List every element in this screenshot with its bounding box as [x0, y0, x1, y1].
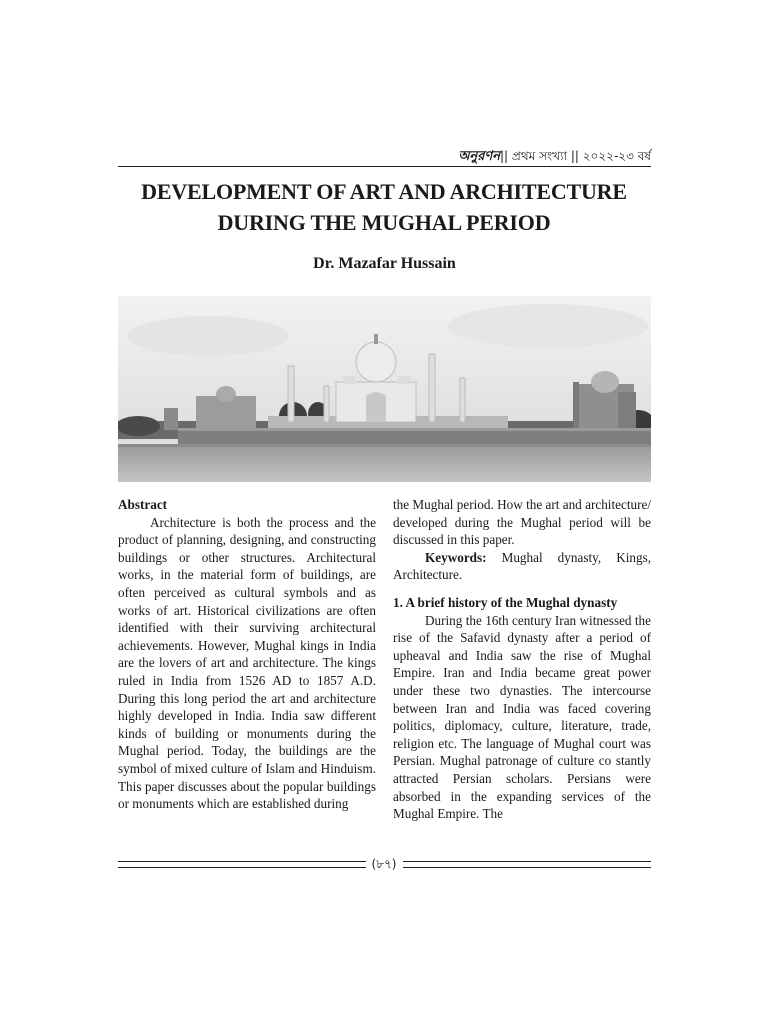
- article-title: [100, 176, 668, 238]
- abstract-continuation: the Mughal period. How the art and architecture/ developed during the Mughal period will be discussed in this paper.: [393, 497, 651, 548]
- article-title-line-2: DURING THE MUGHAL PERIOD: [217, 210, 551, 235]
- author-name: Dr. Mazafar Hussain: [313, 255, 456, 272]
- keywords-list: Mughal dynasty, Kings, Architecture.: [393, 549, 652, 583]
- journal-issue-details: || প্রথম সংখ্যা || ২০২২-২৩ বর্ষ: [499, 149, 651, 163]
- page-number: (৮৭): [371, 857, 397, 871]
- keywords-line: [393, 549, 651, 584]
- keywords-label: Keywords:: [425, 549, 487, 565]
- journal-name: অনুরণন: [458, 149, 500, 164]
- right-column: [393, 496, 651, 823]
- header-divider: [118, 166, 651, 167]
- section-1-body: During the 16th century Iran witnessed the rise of the Safavid dynasty after a period of upheaval and India saw the rise of Mughal Empire. Iran and India became great power under these two dynasties. The intercourse between Iran and India was faced covering politics, diplomacy, culture, literature, trade, religion etc. The language of Mughal court was Persian. Mughal patronage of culture co stantly attracted Persian scholars. Persians were absorbed in the expanding services of the Mughal Empire. The: [393, 612, 651, 822]
- left-column: [118, 496, 376, 813]
- article-title-line-1: DEVELOPMENT OF ART AND ARCHITECTURE: [141, 179, 627, 204]
- abstract-body: Architecture is both the process and the product of planning, designing, and constructing buildings or other structures. Architectural works, in the material form of buildings, are often perceived as cultural symbols and as works of art. Historical civilizations are often identified with their surviving architectural achievements. However, Mughal kings in India are the lovers of art and architecture. The kings ruled in India from 1526 AD to 1857 A.D. During this long period the art and architecture highly developed in India. India saw different kinds of building or monuments during the Mughal period. Today, the buildings are the symbol of mixed culture of Islam and Hinduism. This paper discusses about the popular buildings or monuments which are established during: [118, 514, 376, 812]
- taj-mahal-photo: [118, 296, 651, 482]
- footer-divider-left: [118, 861, 366, 868]
- section-1-heading: 1. A brief history of the Mughal dynasty: [393, 594, 618, 610]
- abstract-heading: Abstract: [118, 497, 168, 512]
- journal-header: [118, 148, 651, 165]
- footer-divider-right: [403, 861, 651, 868]
